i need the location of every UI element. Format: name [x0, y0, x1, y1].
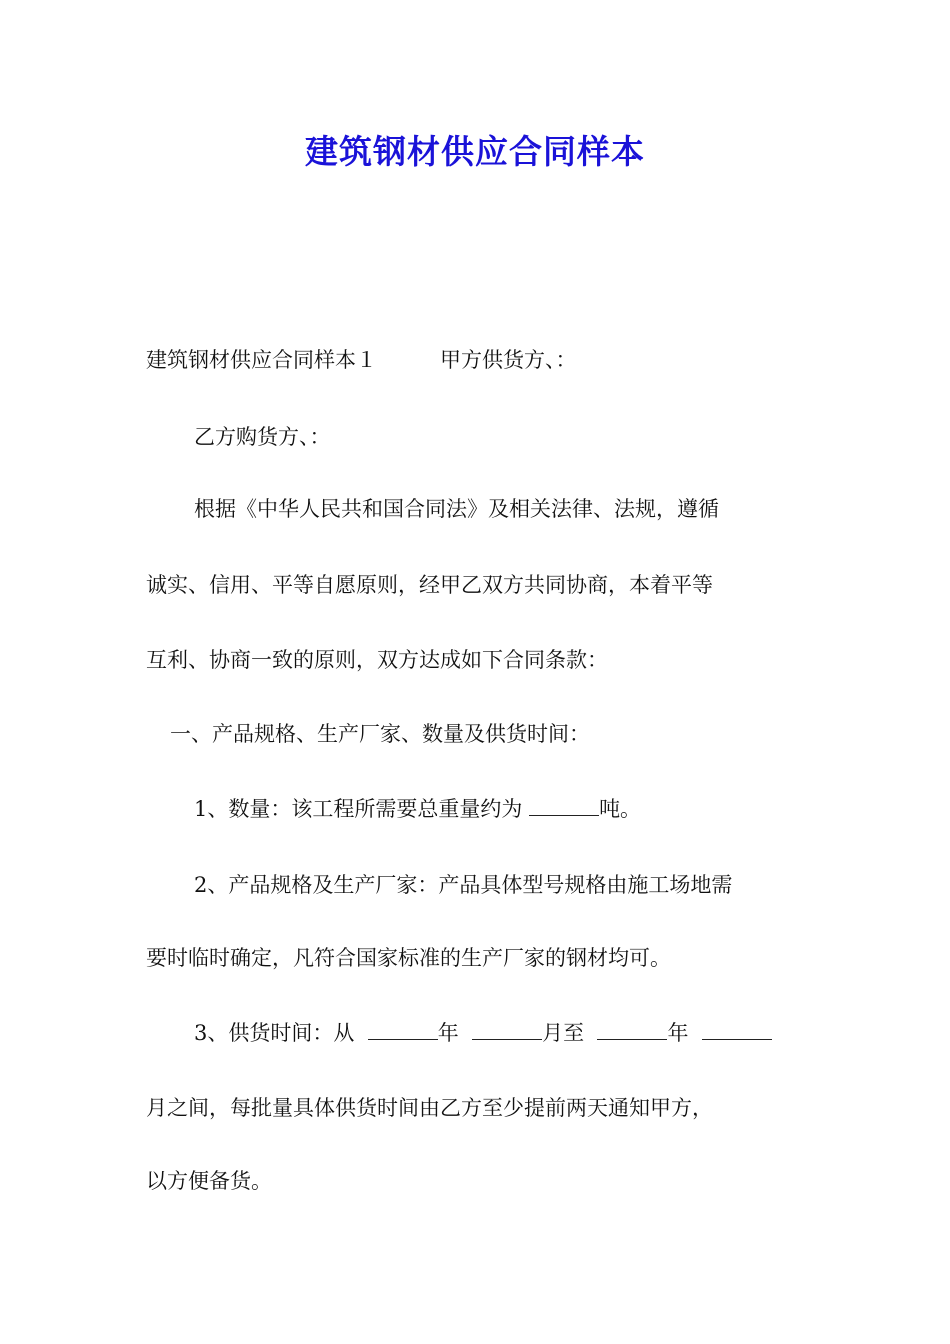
supply-time-text: 3、供货时间：从 — [194, 1021, 355, 1045]
end-month-blank — [702, 1019, 772, 1040]
contract-heading-line: 建筑钢材供应合同样本１ 甲方供货方、： — [146, 348, 577, 372]
quantity-text: 1、数量：该工程所需要总重量约为 — [194, 797, 523, 821]
start-month-blank — [472, 1019, 542, 1040]
supply-time-line-2: 月之间，每批量具体供货时间由乙方至少提前两天通知甲方， — [146, 1096, 713, 1120]
preamble-line-1: 根据《中华人民共和国合同法》及相关法律、法规，遵循 — [194, 497, 719, 521]
document-title: 建筑钢材供应合同样本 — [305, 132, 645, 171]
month-to-label: 月至 — [542, 1021, 585, 1045]
year-label-2: 年 — [667, 1021, 689, 1045]
quantity-unit: 吨。 — [599, 797, 642, 821]
preamble-line-2: 诚实、信用、平等自愿原则，经甲乙双方共同协商，本着平等 — [146, 573, 713, 597]
section-one-heading: 一、产品规格、生产厂家、数量及供货时间： — [170, 722, 590, 746]
year-label-1: 年 — [437, 1021, 459, 1045]
quantity-blank — [529, 795, 599, 816]
start-year-blank — [368, 1019, 438, 1040]
supply-time-clause — [194, 1018, 772, 1048]
supply-time-line-3: 以方便备货。 — [146, 1169, 272, 1193]
specification-line-2: 要时临时确定，凡符合国家标准的生产厂家的钢材均可。 — [146, 946, 671, 970]
party-b-line: 乙方购货方、： — [194, 425, 331, 449]
end-year-blank — [597, 1019, 667, 1040]
quantity-clause — [194, 794, 641, 824]
preamble-line-3: 互利、协商一致的原则，双方达成如下合同条款： — [146, 648, 608, 672]
specification-line-1: 2、产品规格及生产厂家：产品具体型号规格由施工场地需 — [194, 873, 733, 897]
